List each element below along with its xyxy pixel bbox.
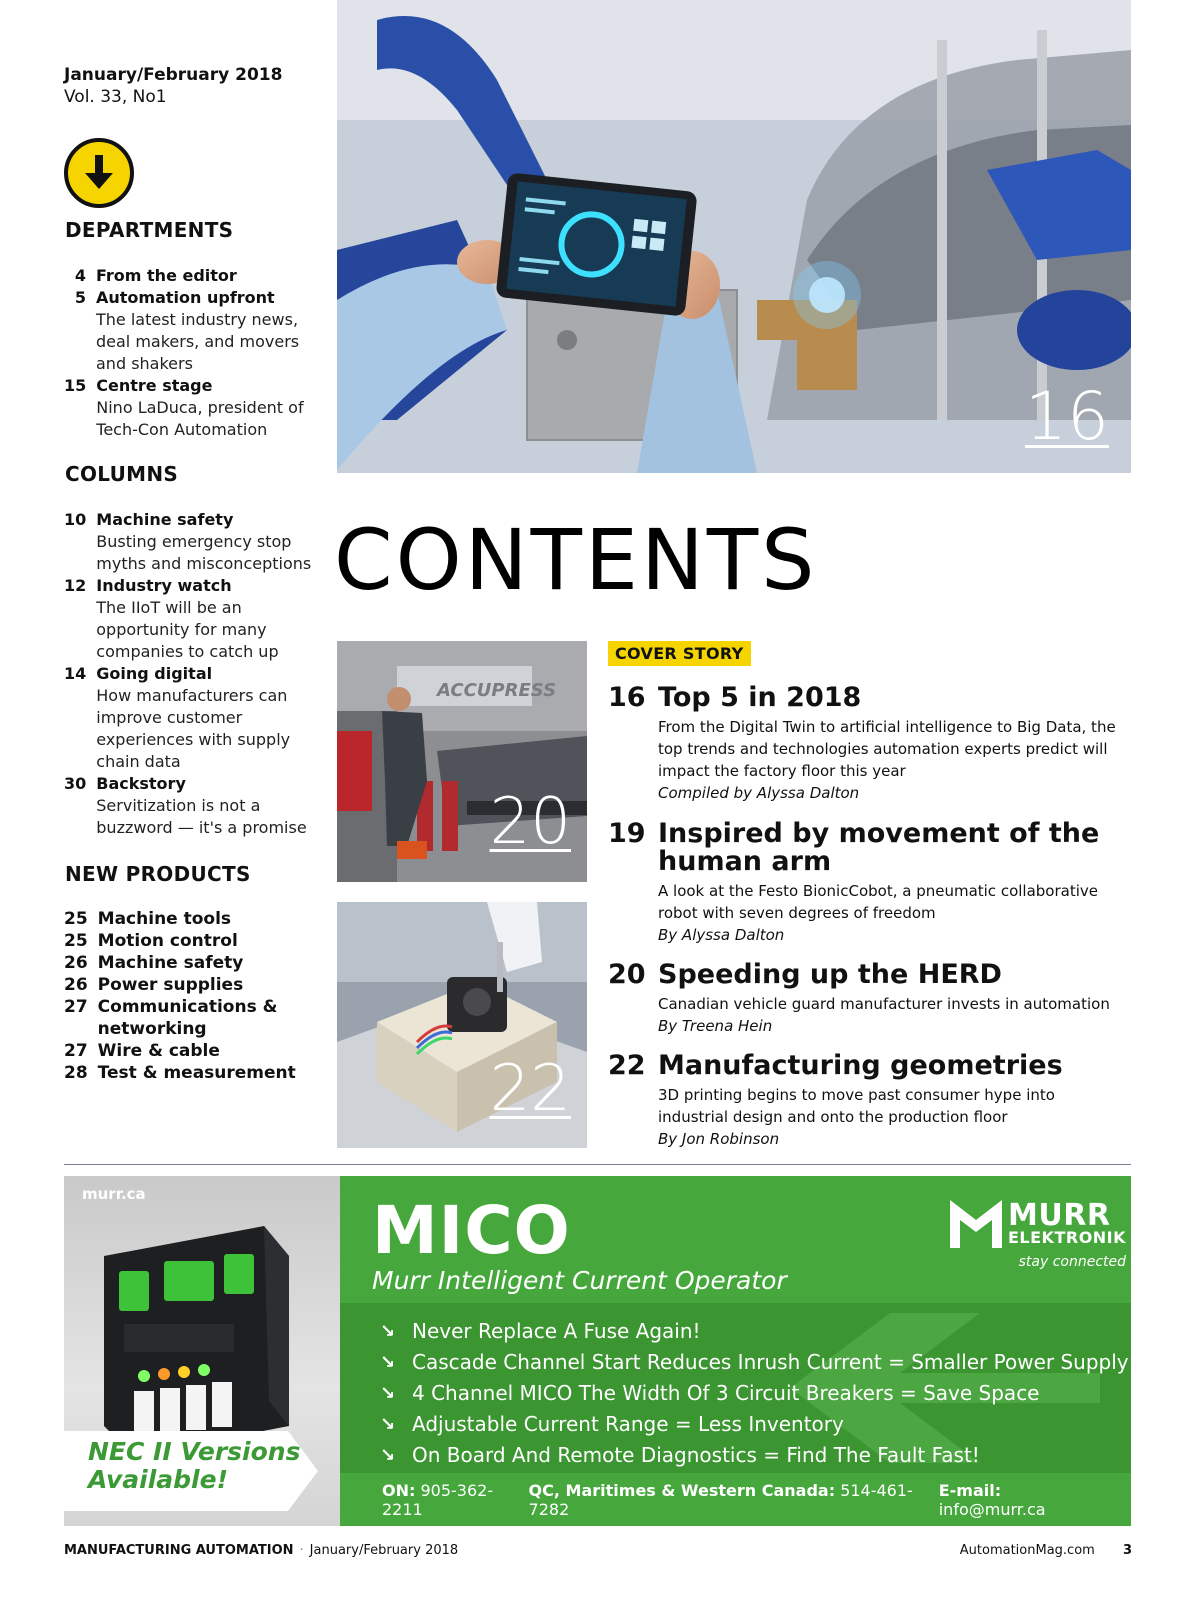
story-description: From the Digital Twin to artificial intelligence to Big Data, the top trends and technologies automation experts predict will impact the factory floor this year bbox=[658, 718, 1116, 780]
arrow-down-icon bbox=[64, 138, 134, 208]
story-item[interactable] bbox=[608, 1052, 1128, 1150]
toc-number: 27 bbox=[64, 1041, 88, 1061]
bullet-text: 4 Channel MICO The Width Of 3 Circuit Breakers = Save Space bbox=[412, 1381, 1040, 1405]
ad-product-panel bbox=[64, 1176, 340, 1526]
toc-number: 14 bbox=[64, 664, 87, 683]
toc-item[interactable] bbox=[64, 509, 324, 575]
toc-number: 27 bbox=[64, 997, 88, 1017]
list-item[interactable] bbox=[64, 996, 304, 1040]
toc-title: Power supplies bbox=[97, 975, 244, 995]
nec-line: Available! bbox=[88, 1465, 228, 1494]
brand-tagline: stay connected bbox=[1018, 1254, 1127, 1270]
list-item[interactable] bbox=[64, 1040, 304, 1062]
departments-heading: DEPARTMENTS bbox=[65, 218, 234, 242]
columns-list bbox=[64, 509, 324, 839]
contact-label: E-mail: bbox=[938, 1481, 1002, 1500]
hero-photo[interactable] bbox=[337, 0, 1131, 473]
toc-title: Going digital bbox=[96, 664, 213, 683]
list-item bbox=[380, 1409, 1129, 1440]
departments-list bbox=[64, 265, 324, 441]
story-page-number: 20 bbox=[608, 959, 646, 990]
story-thumbnail[interactable] bbox=[337, 641, 587, 882]
toc-item[interactable] bbox=[64, 773, 324, 839]
contact-value: 514-461-7282 bbox=[528, 1481, 913, 1519]
toc-description: The latest industry news, deal makers, and movers and shakers bbox=[96, 310, 300, 373]
page-number-tag: 20 bbox=[489, 785, 571, 859]
list-item bbox=[380, 1378, 1129, 1409]
story-thumbnail[interactable] bbox=[337, 902, 587, 1148]
arrow-down-right-icon: ↘ bbox=[380, 1414, 396, 1435]
new-products-heading: NEW PRODUCTS bbox=[65, 862, 251, 886]
toc-number: 5 bbox=[74, 288, 86, 307]
issue-date: January/February 2018 bbox=[64, 65, 283, 85]
bullet-text: Cascade Channel Start Reduces Inrush Current = Smaller Power Supply bbox=[412, 1350, 1129, 1374]
page-number: 3 bbox=[1122, 1543, 1132, 1558]
arrow-down-right-icon: ↘ bbox=[380, 1321, 396, 1342]
arrow-down-right-icon: ↘ bbox=[380, 1383, 396, 1404]
list-item[interactable] bbox=[64, 930, 304, 952]
ad-copy-panel bbox=[340, 1176, 1131, 1526]
toc-number: 10 bbox=[64, 510, 87, 529]
toc-number: 15 bbox=[64, 376, 87, 395]
list-item[interactable] bbox=[64, 974, 304, 996]
story-page-number: 22 bbox=[608, 1050, 646, 1081]
footer-separator: · bbox=[299, 1543, 304, 1558]
list-item bbox=[380, 1316, 1129, 1347]
toc-item[interactable] bbox=[64, 375, 324, 441]
toc-title: Machine safety bbox=[97, 953, 244, 973]
toc-number: 25 bbox=[64, 909, 88, 929]
toc-number: 26 bbox=[64, 953, 88, 973]
story-byline: By Jon Robinson bbox=[658, 1130, 780, 1148]
toc-title: Communications & networking bbox=[97, 997, 278, 1039]
toc-title: Machine safety bbox=[96, 510, 234, 529]
list-item[interactable] bbox=[64, 1062, 304, 1084]
murr-advertisement[interactable] bbox=[64, 1176, 1131, 1526]
brand-name: MURR bbox=[1008, 1198, 1111, 1233]
toc-number: 25 bbox=[64, 931, 88, 951]
contact-label: ON: bbox=[382, 1481, 416, 1500]
toc-description: Nino LaDuca, president of Tech-Con Automation bbox=[96, 398, 304, 439]
toc-item[interactable] bbox=[64, 287, 324, 375]
bullet-text: On Board And Remote Diagnostics = Find The Fault Fast! bbox=[412, 1443, 980, 1467]
murr-logo bbox=[950, 1200, 1126, 1270]
toc-title: Automation upfront bbox=[96, 288, 275, 307]
page-title: CONTENTS bbox=[334, 511, 818, 609]
nec-line: NEC II Versions bbox=[88, 1437, 301, 1466]
story-description: A look at the Festo BionicCobot, a pneumatic collaborative robot with seven degrees of freedom bbox=[658, 882, 1098, 922]
list-item bbox=[380, 1347, 1129, 1378]
arrow-down-right-icon: ↘ bbox=[380, 1352, 396, 1373]
list-item[interactable] bbox=[64, 952, 304, 974]
footer-date: January/February 2018 bbox=[309, 1543, 459, 1558]
new-products-list bbox=[64, 908, 304, 1084]
nec-banner-text bbox=[88, 1438, 300, 1494]
story-item[interactable] bbox=[608, 961, 1128, 1037]
toc-title: Machine tools bbox=[97, 909, 232, 929]
toc-number: 4 bbox=[74, 266, 86, 285]
toc-description: Busting emergency stop myths and misconceptions bbox=[96, 532, 312, 573]
toc-number: 30 bbox=[64, 774, 87, 793]
story-title: Manufacturing geometries bbox=[658, 1050, 1063, 1081]
brand-subname: ELEKTRONIK bbox=[1008, 1228, 1127, 1247]
toc-number: 12 bbox=[64, 576, 87, 595]
murr-logo-icon bbox=[950, 1200, 1002, 1248]
story-title: Top 5 in 2018 bbox=[658, 682, 862, 713]
toc-title: Industry watch bbox=[96, 576, 232, 595]
bullet-text: Adjustable Current Range = Less Inventory bbox=[412, 1412, 844, 1436]
contact-quebec[interactable] bbox=[529, 1481, 939, 1519]
contact-label: QC, Maritimes & Western Canada: bbox=[528, 1481, 836, 1500]
page-footer bbox=[64, 1543, 1132, 1558]
contact-ontario[interactable] bbox=[382, 1481, 529, 1519]
toc-title: Wire & cable bbox=[97, 1041, 220, 1061]
toc-item[interactable] bbox=[64, 265, 324, 287]
story-page-number: 19 bbox=[608, 818, 646, 849]
story-title: Speeding up the HERD bbox=[658, 959, 1002, 990]
columns-heading: COLUMNS bbox=[65, 462, 179, 486]
toc-item[interactable] bbox=[64, 663, 324, 773]
toc-title: Backstory bbox=[96, 774, 186, 793]
thumbnail-sign-text: ACCUPRESS bbox=[437, 680, 557, 701]
divider bbox=[64, 1164, 1131, 1165]
toc-description: The IIoT will be an opportunity for many companies to catch up bbox=[96, 598, 279, 661]
toc-title: From the editor bbox=[96, 266, 237, 285]
toc-number: 28 bbox=[64, 1063, 88, 1083]
toc-description: How manufacturers can improve customer experiences with supply chain data bbox=[96, 686, 291, 771]
toc-item[interactable] bbox=[64, 575, 324, 663]
story-byline: By Alyssa Dalton bbox=[658, 926, 785, 944]
story-byline: By Treena Hein bbox=[658, 1017, 773, 1035]
footer-publication: MANUFACTURING AUTOMATION bbox=[64, 1543, 294, 1558]
bullet-text: Never Replace A Fuse Again! bbox=[412, 1319, 701, 1343]
toc-description: Servitization is not a buzzword — it's a promise bbox=[96, 796, 307, 837]
toc-title: Centre stage bbox=[96, 376, 213, 395]
story-item[interactable] bbox=[608, 820, 1128, 946]
toc-number: 26 bbox=[64, 975, 88, 995]
footer-site-link[interactable]: AutomationMag.com bbox=[959, 1543, 1095, 1558]
ad-bullet-list bbox=[380, 1316, 1129, 1471]
contact-value: 905-362-2211 bbox=[382, 1481, 494, 1519]
issue-volume: Vol. 33, No1 bbox=[64, 87, 167, 107]
story-title: Inspired by movement of the human arm bbox=[658, 818, 1100, 877]
story-item[interactable] bbox=[608, 684, 1128, 804]
story-description: Canadian vehicle guard manufacturer invests in automation bbox=[658, 995, 1110, 1013]
ad-url[interactable]: murr.ca bbox=[82, 1185, 146, 1203]
issue-info bbox=[64, 64, 282, 108]
robot-factory-illustration bbox=[337, 0, 1131, 473]
contact-email[interactable] bbox=[939, 1481, 1107, 1519]
list-item bbox=[380, 1440, 1129, 1471]
story-byline: Compiled by Alyssa Dalton bbox=[658, 784, 860, 802]
toc-title: Motion control bbox=[97, 931, 238, 951]
toc-title: Test & measurement bbox=[97, 1063, 296, 1083]
ad-product-name: MICO bbox=[372, 1192, 571, 1269]
list-item[interactable] bbox=[64, 908, 304, 930]
page-number-tag: 22 bbox=[489, 1052, 571, 1126]
contact-value: info@murr.ca bbox=[938, 1500, 1046, 1519]
page-number-tag: 16 bbox=[1025, 378, 1109, 455]
cover-story-badge: COVER STORY bbox=[608, 641, 751, 666]
arrow-down-right-icon: ↘ bbox=[380, 1445, 396, 1466]
ad-contact-row bbox=[340, 1481, 1131, 1519]
ad-product-subtitle: Murr Intelligent Current Operator bbox=[372, 1266, 787, 1295]
story-page-number: 16 bbox=[608, 682, 646, 713]
story-description: 3D printing begins to move past consumer hype into industrial design and onto the production floor bbox=[658, 1086, 1055, 1126]
